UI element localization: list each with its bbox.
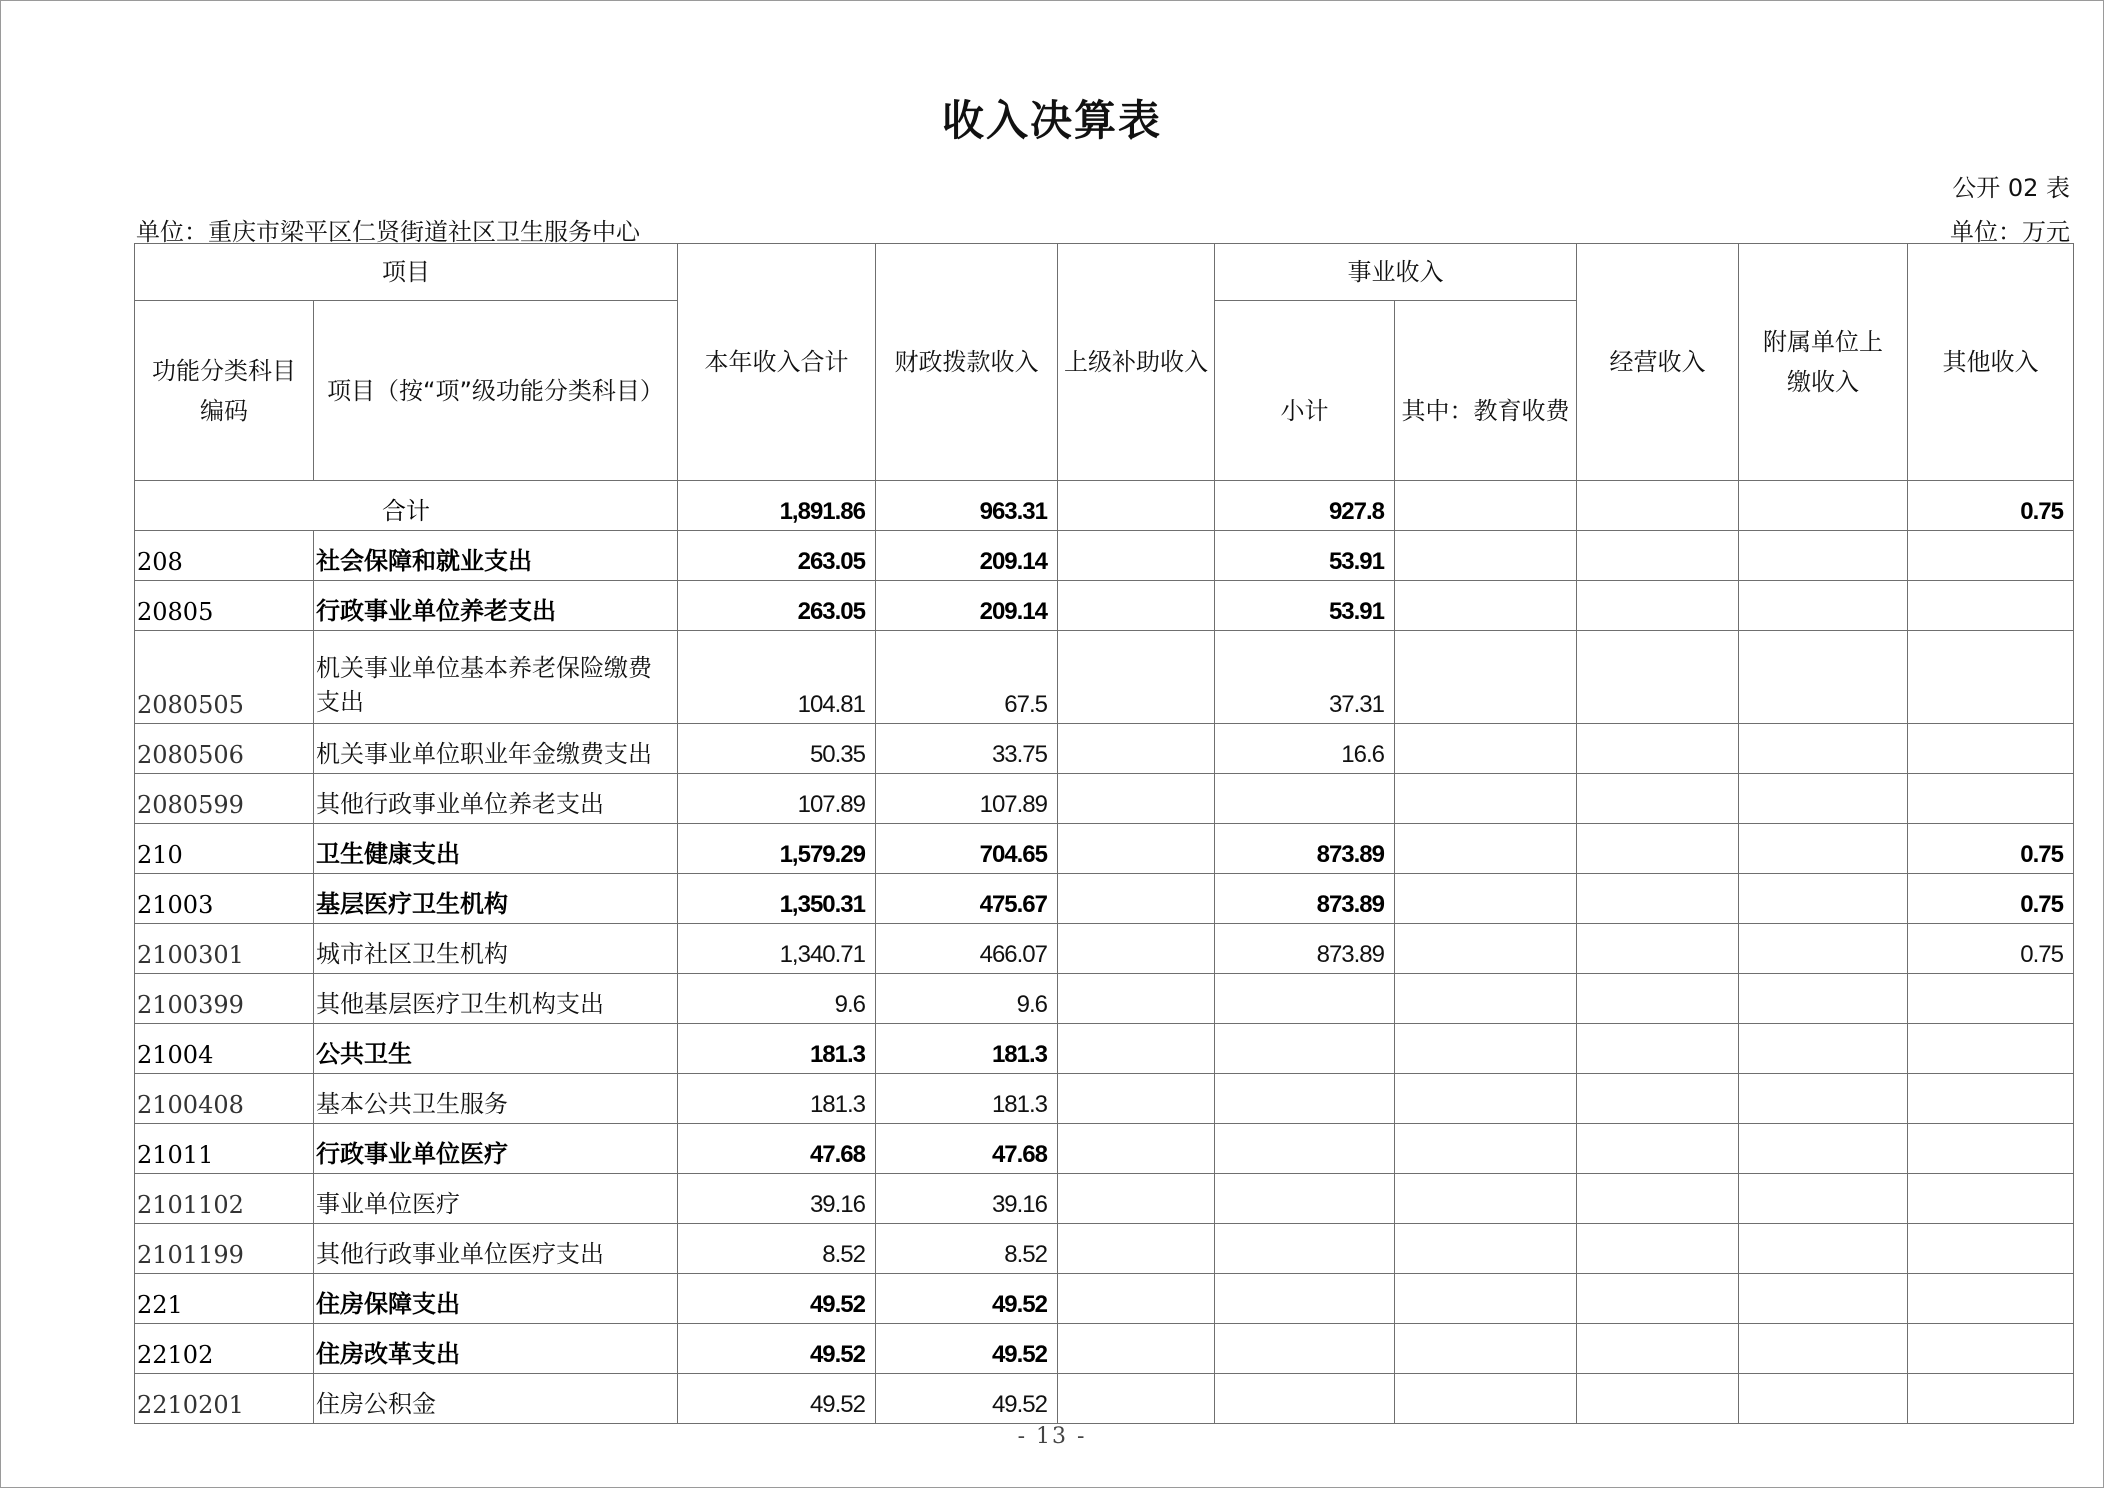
cell-operating [1577,1324,1739,1374]
table-row [135,774,2074,824]
table-number: 公开 02 表 [1952,174,2070,202]
cell-fiscal: 33.75 [876,724,1058,774]
cell-superior [1058,1174,1215,1224]
table-row [135,824,2074,874]
cell-other [1908,1224,2074,1274]
cell-total: 49.52 [678,1274,876,1324]
cell-other [1908,1174,2074,1224]
row-function-code: 2210201 [135,1374,314,1424]
cell-education [1395,1124,1577,1174]
cell-education [1395,1024,1577,1074]
row-item-name: 机关事业单位基本养老保险缴费支出 [314,631,678,724]
row-item-name: 基层医疗卫生机构 [314,874,678,924]
cell-total: 104.81 [678,631,876,724]
income-statement-table [134,243,2074,1424]
table-row [135,481,2074,531]
row-item-name: 城市社区卫生机构 [314,924,678,974]
row-item-name: 其他行政事业单位养老支出 [314,774,678,824]
cell-affiliated [1739,1124,1908,1174]
cell-superior [1058,481,1215,531]
cell-operating [1577,974,1739,1024]
cell-subtotal [1215,1274,1395,1324]
cell-operating [1577,924,1739,974]
cell-affiliated [1739,1324,1908,1374]
cell-superior [1058,974,1215,1024]
cell-fiscal: 181.3 [876,1024,1058,1074]
cell-superior [1058,824,1215,874]
cell-other [1908,1324,2074,1374]
cell-other: 0.75 [1908,924,2074,974]
cell-education [1395,774,1577,824]
table-row [135,1124,2074,1174]
cell-other [1908,581,2074,631]
header-item-name: 项目（按“项”级功能分类科目） [314,301,678,481]
row-function-code: 208 [135,531,314,581]
cell-total: 50.35 [678,724,876,774]
cell-affiliated [1739,824,1908,874]
row-item-name: 公共卫生 [314,1024,678,1074]
row-function-code: 2100301 [135,924,314,974]
row-item-name: 行政事业单位养老支出 [314,581,678,631]
cell-education [1395,1074,1577,1124]
row-item-name: 其他基层医疗卫生机构支出 [314,974,678,1024]
cell-subtotal [1215,1024,1395,1074]
row-item-name: 社会保障和就业支出 [314,531,678,581]
table-row [135,924,2074,974]
cell-affiliated [1739,1024,1908,1074]
cell-affiliated [1739,774,1908,824]
cell-fiscal: 704.65 [876,824,1058,874]
row-function-code: 2080505 [135,631,314,724]
cell-total: 1,340.71 [678,924,876,974]
cell-education [1395,824,1577,874]
row-function-code: 2101199 [135,1224,314,1274]
table-row [135,581,2074,631]
cell-affiliated [1739,974,1908,1024]
cell-subtotal [1215,1174,1395,1224]
cell-fiscal: 49.52 [876,1274,1058,1324]
cell-education [1395,1374,1577,1424]
cell-education [1395,724,1577,774]
cell-affiliated [1739,481,1908,531]
row-item-name: 卫生健康支出 [314,824,678,874]
page-number: - 13 - [1017,1424,1087,1449]
cell-total: 1,891.86 [678,481,876,531]
cell-total: 47.68 [678,1124,876,1174]
cell-fiscal: 9.6 [876,974,1058,1024]
cell-fiscal: 107.89 [876,774,1058,824]
cell-total: 1,579.29 [678,824,876,874]
cell-operating [1577,481,1739,531]
cell-subtotal [1215,774,1395,824]
row-function-code: 210 [135,824,314,874]
header-project: 项目 [135,244,678,301]
cell-other [1908,974,2074,1024]
cell-fiscal: 963.31 [876,481,1058,531]
cell-operating [1577,724,1739,774]
cell-operating [1577,774,1739,824]
cell-superior [1058,1124,1215,1174]
cell-superior [1058,1274,1215,1324]
cell-superior [1058,1374,1215,1424]
reporting-unit: 单位：重庆市梁平区仁贤街道社区卫生服务中心 [136,218,640,246]
cell-affiliated [1739,581,1908,631]
cell-operating [1577,1124,1739,1174]
cell-superior [1058,724,1215,774]
cell-operating [1577,631,1739,724]
cell-total: 8.52 [678,1224,876,1274]
row-function-code: 2101102 [135,1174,314,1224]
page-title: 收入决算表 [941,96,1162,145]
row-item-name: 行政事业单位医疗 [314,1124,678,1174]
header-other-income: 其他收入 [1908,244,2074,481]
cell-other [1908,774,2074,824]
row-function-code: 221 [135,1274,314,1324]
row-total-label: 合计 [135,481,678,531]
cell-superior [1058,1224,1215,1274]
cell-operating [1577,1224,1739,1274]
cell-fiscal: 47.68 [876,1124,1058,1174]
cell-fiscal: 475.67 [876,874,1058,924]
cell-education [1395,631,1577,724]
table-row [135,531,2074,581]
cell-subtotal: 53.91 [1215,581,1395,631]
table-row [135,1274,2074,1324]
cell-subtotal: 873.89 [1215,924,1395,974]
cell-education [1395,1274,1577,1324]
row-function-code: 22102 [135,1324,314,1374]
cell-total: 1,350.31 [678,874,876,924]
cell-fiscal: 466.07 [876,924,1058,974]
cell-subtotal [1215,1374,1395,1424]
cell-fiscal: 181.3 [876,1074,1058,1124]
table-row [135,1174,2074,1224]
cell-total: 181.3 [678,1024,876,1074]
cell-other: 0.75 [1908,481,2074,531]
cell-subtotal: 16.6 [1215,724,1395,774]
table-row [135,1324,2074,1374]
header-superior-subsidy: 上级补助收入 [1058,244,1215,481]
table-row [135,724,2074,774]
cell-education [1395,581,1577,631]
cell-total: 9.6 [678,974,876,1024]
cell-subtotal [1215,1224,1395,1274]
cell-subtotal: 37.31 [1215,631,1395,724]
cell-education [1395,924,1577,974]
cell-superior [1058,1074,1215,1124]
cell-fiscal: 67.5 [876,631,1058,724]
cell-operating [1577,1024,1739,1074]
cell-superior [1058,581,1215,631]
cell-operating [1577,1174,1739,1224]
cell-affiliated [1739,1274,1908,1324]
cell-other [1908,1374,2074,1424]
header-total-income: 本年收入合计 [678,244,876,481]
cell-superior [1058,1024,1215,1074]
cell-subtotal [1215,1324,1395,1374]
cell-fiscal: 209.14 [876,581,1058,631]
cell-education [1395,974,1577,1024]
row-function-code: 20805 [135,581,314,631]
cell-education [1395,874,1577,924]
cell-superior [1058,531,1215,581]
row-function-code: 21004 [135,1024,314,1074]
cell-total: 107.89 [678,774,876,824]
cell-total: 49.52 [678,1374,876,1424]
row-item-name: 住房保障支出 [314,1274,678,1324]
row-function-code: 21003 [135,874,314,924]
cell-total: 39.16 [678,1174,876,1224]
row-item-name: 基本公共卫生服务 [314,1074,678,1124]
cell-affiliated [1739,874,1908,924]
table-row [135,631,2074,724]
cell-total: 49.52 [678,1324,876,1374]
cell-affiliated [1739,1074,1908,1124]
cell-subtotal [1215,1074,1395,1124]
cell-superior [1058,1324,1215,1374]
cell-operating [1577,1374,1739,1424]
cell-affiliated [1739,531,1908,581]
cell-other: 0.75 [1908,824,2074,874]
table-row [135,1374,2074,1424]
row-function-code: 21011 [135,1124,314,1174]
cell-superior [1058,774,1215,824]
header-fiscal-allocation: 财政拨款收入 [876,244,1058,481]
cell-total: 263.05 [678,581,876,631]
cell-education [1395,1174,1577,1224]
header-function-code: 功能分类科目编码 [135,301,314,481]
cell-education [1395,481,1577,531]
header-business-income: 事业收入 [1215,244,1577,301]
currency-unit: 单位：万元 [1950,218,2070,246]
cell-other [1908,631,2074,724]
cell-affiliated [1739,1374,1908,1424]
cell-affiliated [1739,724,1908,774]
cell-other [1908,1274,2074,1324]
cell-affiliated [1739,924,1908,974]
row-item-name: 住房改革支出 [314,1324,678,1374]
cell-other [1908,1124,2074,1174]
cell-subtotal [1215,1124,1395,1174]
row-function-code: 2100408 [135,1074,314,1124]
cell-operating [1577,824,1739,874]
cell-operating [1577,531,1739,581]
cell-subtotal [1215,974,1395,1024]
cell-affiliated [1739,1174,1908,1224]
cell-fiscal: 209.14 [876,531,1058,581]
cell-affiliated [1739,631,1908,724]
table-row [135,874,2074,924]
table-row [135,1024,2074,1074]
cell-total: 181.3 [678,1074,876,1124]
cell-other [1908,724,2074,774]
row-item-name: 事业单位医疗 [314,1174,678,1224]
cell-other [1908,531,2074,581]
cell-affiliated [1739,1224,1908,1274]
cell-operating [1577,1074,1739,1124]
cell-fiscal: 49.52 [876,1374,1058,1424]
cell-operating [1577,874,1739,924]
table-row [135,974,2074,1024]
cell-subtotal: 53.91 [1215,531,1395,581]
table-row [135,1074,2074,1124]
table-header [135,244,2074,481]
cell-other [1908,1074,2074,1124]
header-business-subtotal: 小计 [1215,301,1395,481]
table-body [135,481,2074,1424]
cell-fiscal: 49.52 [876,1324,1058,1374]
cell-education [1395,1224,1577,1274]
cell-operating [1577,581,1739,631]
header-operating-income: 经营收入 [1577,244,1739,481]
cell-operating [1577,1274,1739,1324]
cell-subtotal: 873.89 [1215,874,1395,924]
cell-fiscal: 39.16 [876,1174,1058,1224]
cell-education [1395,531,1577,581]
cell-education [1395,1324,1577,1374]
cell-superior [1058,924,1215,974]
cell-subtotal: 873.89 [1215,824,1395,874]
cell-fiscal: 8.52 [876,1224,1058,1274]
cell-subtotal: 927.8 [1215,481,1395,531]
row-item-name: 住房公积金 [314,1374,678,1424]
cell-superior [1058,874,1215,924]
row-item-name: 其他行政事业单位医疗支出 [314,1224,678,1274]
row-function-code: 2100399 [135,974,314,1024]
cell-other: 0.75 [1908,874,2074,924]
row-function-code: 2080506 [135,724,314,774]
cell-superior [1058,631,1215,724]
table-row [135,1224,2074,1274]
row-function-code: 2080599 [135,774,314,824]
header-education-fees: 其中：教育收费 [1395,301,1577,481]
cell-other [1908,1024,2074,1074]
header-affiliated-income: 附属单位上缴收入 [1739,244,1908,481]
row-item-name: 机关事业单位职业年金缴费支出 [314,724,678,774]
cell-total: 263.05 [678,531,876,581]
